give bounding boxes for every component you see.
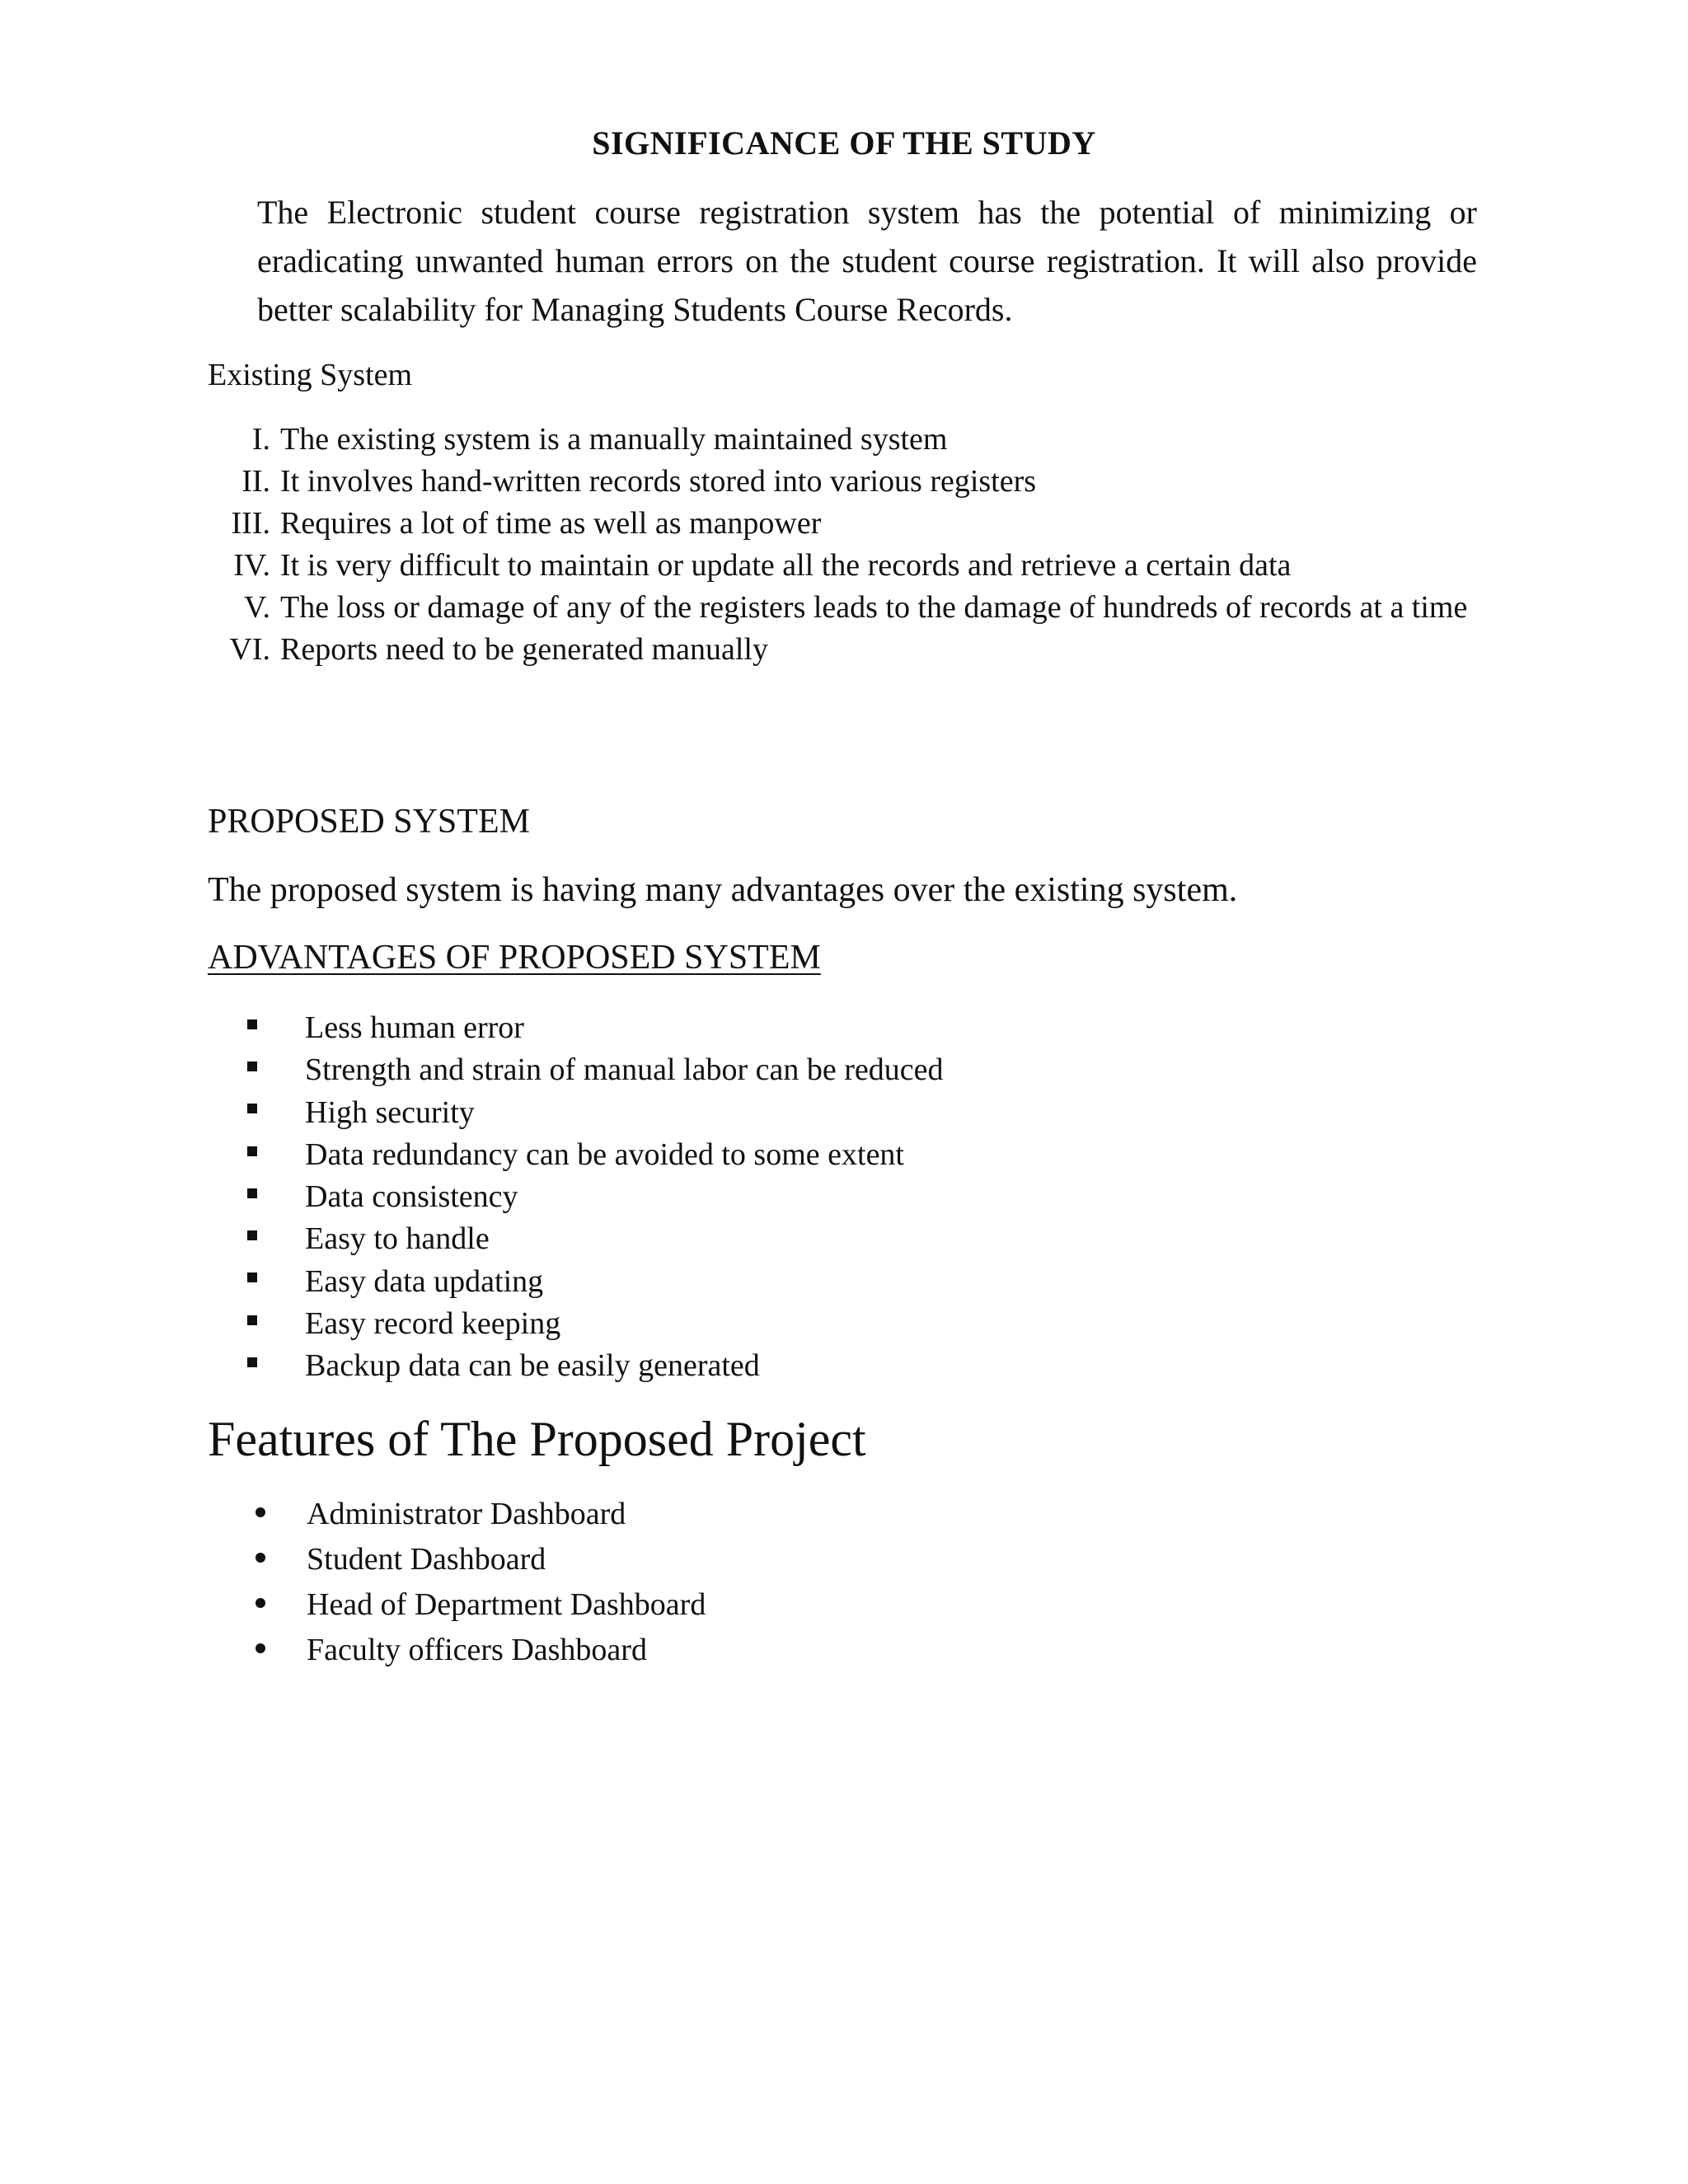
square-bullet-icon bbox=[247, 1104, 257, 1113]
proposed-system-title: PROPOSED SYSTEM bbox=[208, 803, 530, 841]
list-item bbox=[256, 1582, 706, 1628]
list-item bbox=[208, 587, 1493, 629]
round-bullet-icon bbox=[256, 1507, 265, 1517]
square-bullet-icon bbox=[247, 1272, 257, 1282]
round-bullet-icon bbox=[256, 1598, 265, 1608]
list-item bbox=[247, 1049, 944, 1091]
list-item-number: V. bbox=[243, 590, 270, 625]
list-item bbox=[208, 461, 1493, 503]
list-item-number: III. bbox=[231, 506, 270, 541]
list-item bbox=[247, 1007, 944, 1049]
round-bullet-icon bbox=[256, 1643, 265, 1653]
square-bullet-icon bbox=[247, 1230, 257, 1240]
list-item bbox=[208, 629, 1493, 671]
list-item-text: High security bbox=[305, 1094, 475, 1130]
significance-heading: SIGNIFICANCE OF THE STUDY bbox=[592, 124, 1096, 162]
list-item-text: The existing system is a manually maintained system bbox=[280, 422, 948, 457]
list-item bbox=[256, 1537, 706, 1582]
list-item-text: Backup data can be easily generated bbox=[305, 1348, 760, 1384]
existing-system-list bbox=[208, 419, 1493, 671]
list-item-number: IV. bbox=[233, 548, 270, 583]
advantages-title: ADVANTAGES OF PROPOSED SYSTEM bbox=[208, 939, 821, 977]
list-item bbox=[247, 1218, 944, 1260]
list-item bbox=[256, 1492, 706, 1537]
list-item-text: Data consistency bbox=[305, 1179, 518, 1215]
list-item-text: Reports need to be generated manually bbox=[280, 632, 768, 667]
list-item-text: It involves hand-written records stored into various registers bbox=[280, 464, 1037, 499]
list-item bbox=[247, 1345, 944, 1387]
round-bullet-icon bbox=[256, 1553, 265, 1563]
list-item-text: Data redundancy can be avoided to some extent bbox=[305, 1137, 904, 1172]
list-item-text: Student Dashboard bbox=[307, 1542, 546, 1577]
features-list bbox=[256, 1492, 706, 1673]
list-item-number: VI. bbox=[229, 632, 270, 667]
list-item-text: Administrator Dashboard bbox=[307, 1497, 626, 1531]
list-item-number: II. bbox=[241, 464, 270, 499]
square-bullet-icon bbox=[247, 1188, 257, 1198]
list-item-number: I. bbox=[251, 422, 270, 457]
list-item bbox=[208, 419, 1493, 461]
list-item-text: Strength and strain of manual labor can be reduced bbox=[305, 1052, 944, 1088]
list-item-text: Head of Department Dashboard bbox=[307, 1587, 706, 1622]
list-item-text: Less human error bbox=[305, 1010, 524, 1045]
square-bullet-icon bbox=[247, 1357, 257, 1367]
list-item-text: It is very difficult to maintain or update all the records and retrieve a certain data bbox=[280, 548, 1292, 583]
proposed-system-description: The proposed system is having many advantages over the existing system. bbox=[208, 871, 1238, 909]
list-item bbox=[208, 503, 1493, 545]
list-item-text: Easy to handle bbox=[305, 1221, 490, 1257]
list-item bbox=[247, 1176, 944, 1218]
features-title: Features of The Proposed Project bbox=[208, 1412, 866, 1466]
significance-paragraph: The Electronic student course registration system has the potential of minimizing or eradicating unwanted human errors on the student course registration. It will also provide better scalability for Managing Students Course Records. bbox=[257, 194, 1477, 328]
list-item bbox=[256, 1628, 706, 1673]
list-item-text: Faculty officers Dashboard bbox=[307, 1633, 647, 1667]
list-item bbox=[247, 1261, 944, 1303]
list-item-text: The loss or damage of any of the registers leads to the damage of hundreds of records at a time bbox=[280, 590, 1468, 625]
square-bullet-icon bbox=[247, 1062, 257, 1071]
advantages-list bbox=[247, 1007, 944, 1388]
list-item-text: Requires a lot of time as well as manpower bbox=[280, 506, 822, 541]
list-item-text: Easy data updating bbox=[305, 1263, 544, 1299]
list-item bbox=[247, 1092, 944, 1134]
square-bullet-icon bbox=[247, 1146, 257, 1156]
list-item bbox=[247, 1303, 944, 1345]
list-item-text: Easy record keeping bbox=[305, 1306, 561, 1342]
list-item bbox=[247, 1134, 944, 1176]
square-bullet-icon bbox=[247, 1019, 257, 1029]
square-bullet-icon bbox=[247, 1315, 257, 1325]
existing-system-title: Existing System bbox=[208, 358, 413, 392]
list-item bbox=[208, 545, 1493, 587]
